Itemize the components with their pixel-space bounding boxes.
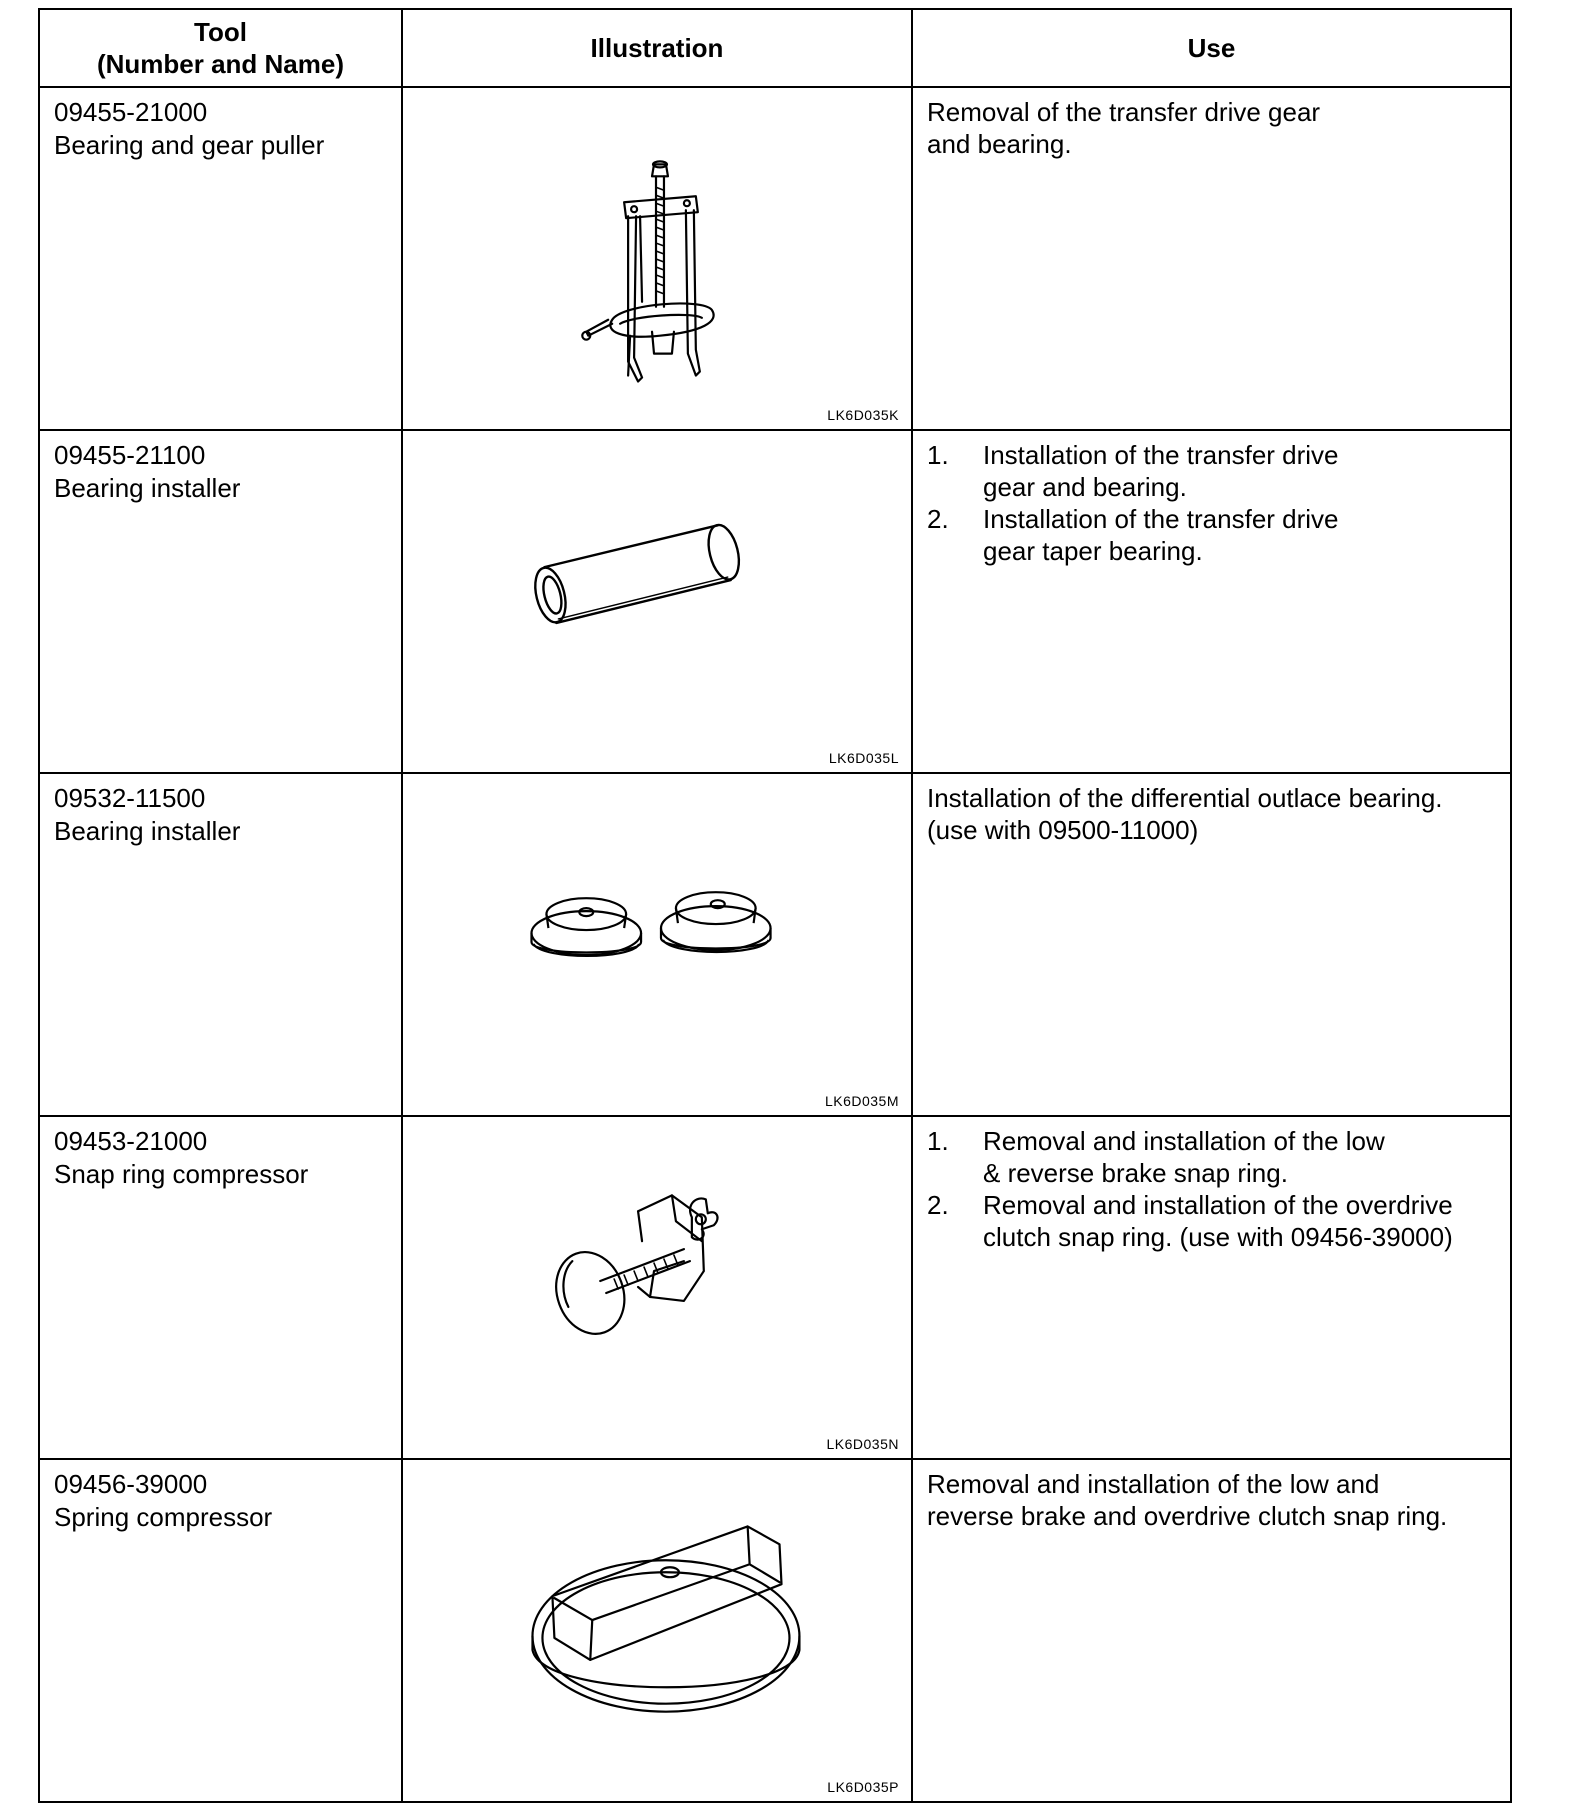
use-cell [912,1459,1511,1802]
illustration-cell [402,1116,912,1459]
header-tool-line2: (Number and Name) [96,49,345,79]
tool-cell [39,430,402,773]
table-row [39,773,1511,1116]
tool-number: 09532-11500 [54,783,206,813]
use-list-item [927,503,1500,567]
use-line: Installation of the transfer drive [983,504,1339,534]
tool-name: Spring compressor [54,1502,273,1532]
use-cell [912,1116,1511,1459]
bearing-gear-puller-icon [403,88,911,429]
use-item-number: 1. [927,440,949,470]
use-line: Installation of the differential outlace bearing. [927,783,1443,813]
header-tool-line1: Tool [194,17,247,47]
use-list-item [927,1125,1500,1189]
use-line: and bearing. [927,129,1072,159]
illustration-cell [402,1459,912,1802]
use-cell [912,87,1511,430]
tool-number: 09455-21000 [54,97,208,127]
use-line: gear and bearing. [983,472,1187,502]
figure-code: LK6D035N [826,1436,899,1452]
tube-installer-icon [403,431,911,772]
header-tool [39,9,402,87]
tool-name: Bearing and gear puller [54,130,325,160]
table-row [39,430,1511,773]
illustration-cell [402,773,912,1116]
use-item-number: 2. [927,504,949,534]
use-line: clutch snap ring. (use with 09456-39000) [983,1222,1453,1252]
spring-compressor-icon [403,1460,911,1801]
figure-code: LK6D035P [827,1779,899,1795]
tool-name: Bearing installer [54,816,241,846]
use-item-number: 1. [927,1126,949,1156]
table-row [39,1116,1511,1459]
use-line: & reverse brake snap ring. [983,1158,1288,1188]
header-illustration: Illustration [402,9,912,87]
illustration-cell [402,430,912,773]
figure-code: LK6D035M [824,1093,899,1109]
figure-code: LK6D035L [828,750,899,766]
tool-name: Bearing installer [54,473,241,503]
use-line: reverse brake and overdrive clutch snap ring. [927,1501,1448,1531]
disc-installers-icon [403,774,911,1115]
figure-code: LK6D035K [827,407,899,423]
use-line: Installation of the transfer drive [983,440,1339,470]
tool-number: 09453-21000 [54,1126,208,1156]
snap-ring-compressor-icon [403,1117,911,1458]
table-row [39,87,1511,430]
illustration-cell [402,87,912,430]
use-cell [912,773,1511,1116]
header-use: Use [912,9,1511,87]
use-line: Removal and installation of the overdrive [983,1190,1453,1220]
use-cell [912,430,1511,773]
use-list-item [927,439,1500,503]
tool-number: 09456-39000 [54,1469,208,1499]
use-line: Removal and installation of the low [983,1126,1385,1156]
table-header-row [39,9,1511,87]
table-row [39,1459,1511,1802]
tool-cell [39,87,402,430]
tool-cell [39,773,402,1116]
tool-name: Snap ring compressor [54,1159,309,1189]
use-line: gear taper bearing. [983,536,1203,566]
use-item-number: 2. [927,1190,949,1220]
use-line: Removal of the transfer drive gear [927,97,1321,127]
special-tools-table [38,8,1512,1803]
use-line: Removal and installation of the low and [927,1469,1380,1499]
use-line: (use with 09500-11000) [927,815,1199,845]
tool-cell [39,1459,402,1802]
tool-number: 09455-21100 [54,440,206,470]
use-list-item [927,1189,1500,1253]
tool-cell [39,1116,402,1459]
